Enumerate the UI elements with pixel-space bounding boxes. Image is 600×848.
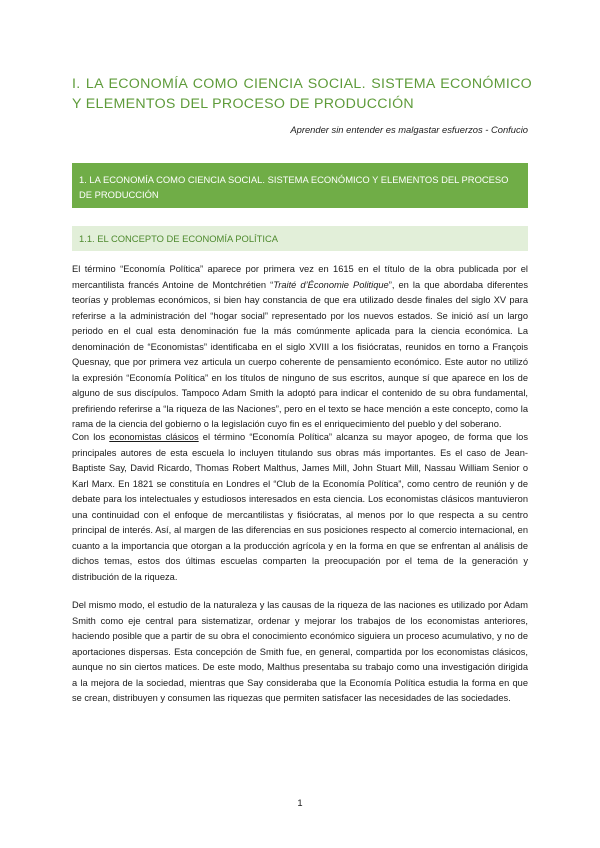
book-title-italic: Traité d’Économie Politique [273,279,389,290]
paragraph-3: Del mismo modo, el estudio de la naturaleza y las causas de la riqueza de las naciones es utilizado por Adam Smith como eje central para sistematizar, ordenar y mejorar los trabajos de los economistas anteriores, haciendo posible que a partir de su obra el conocimiento económico siguiera un proceso acumulativo, y no de aportaciones dispersas. Esta concepción de Smith fue, en general, compartida por los economistas clásicos, aunque no sin ciertos matices. De este modo, Malthus presentaba su trabajo como una investigación dirigida a la mejora de la sociedad, mientras que Say consideraba que la Economía Política estudia la forma en que se crean, distribuyen y consumen las riquezas que permiten satisfacer las necesidades de las sociedades. [72,600,528,703]
paragraph-1-part-b: ”, en la que abordaba diferentes teorías y problemas económicos, si bien hay constancia de que era utilizado desde finales del siglo XV para referirse a la administración del “hogar social” representado por los nuevos estados. Se inició así un largo periodo en el cual esta denominación fue la más comúnmente aplicada para la ciencia económica. La denominación de “Economistas” identificaba en el siglo XVIII a los fisiócratas, reunidos en torno a François Quesnay, que por primera vez articula un cuerpo coherente de pensamiento económico. Este autor no utilizó la expresión “Economía Política” en los títulos de ninguno de sus escritos, aunque sí que aparece en los de alguno de sus discípulos. Tampoco Adam Smith la adoptó para indicar el contenido de su obra fundamental, prefiriendo referirse a “la riqueza de las Naciones”, pero en el texto se hace mención a este concepto, como la rama de la ciencia del gobierno o la legislación cuyo fin es el enriquecimiento del pueblo y del soberano. [72,279,528,429]
paragraph-2-part-b: el término “Economía Política” alcanza su mayor apogeo, de forma que los principales autores de esta escuela lo incluyen titulando sus obras más importantes. Es el caso de Jean-Baptiste Say, David Ricardo, Thomas Robert Malthus, James Mill, John Stuart Mill, Nassau William Senior o Karl Marx. En 1821 se constituía en Londres el “Club de la Economía Política”, como centro de reunión y de debate para los intelectuales y estudiosos interesados en esta ciencia. Los economistas clásicos mantuvieron una continuidad con el enfoque de mercantilistas y fisiócratas, al menos por lo que respecta a su centro principal de interés. Así, al margen de las diferencias en sus posiciones respecto al comercio internacional, en cuanto a la importancia que otorgan a la producción agrícola y en la forma en que se enfrentan al análisis de dichos temas, estos dos últimas escuelas comparten la preocupación por el tema de la generación y distribución de la riqueza. [72,432,529,582]
paragraph-2-part-a: Con los [72,432,110,442]
epigraph-quote: Aprender sin entender es malgastar esfuerzos - Confucio [290,124,528,135]
paragraph-1-part-a: El término “Economía Política” aparece por primera vez en 1615 en el título de la obra publicada por el mercantilista francés Antoine de Montchrétien “ [72,264,528,290]
section-heading-bar [72,163,528,208]
page-number: 1 [297,797,303,808]
subsection-heading-bar [72,226,528,251]
paragraph-1 [72,262,528,433]
subsection-heading: 1.1. EL CONCEPTO DE ECONOMÍA POLÍTICA [79,233,279,244]
section-heading: 1. LA ECONOMÍA COMO CIENCIA SOCIAL. SISTEMA ECONÓMICO Y ELEMENTOS DEL PROCESO DE PRODUCCIÓN [79,174,509,200]
chapter-title: I. LA ECONOMÍA COMO CIENCIA SOCIAL. SISTEMA ECONÓMICO Y ELEMENTOS DEL PROCESO DE PRODUCCIÓN [72,76,532,112]
classical-economists-link[interactable]: economistas clásicos [109,432,199,442]
paragraph-2 [72,430,528,585]
